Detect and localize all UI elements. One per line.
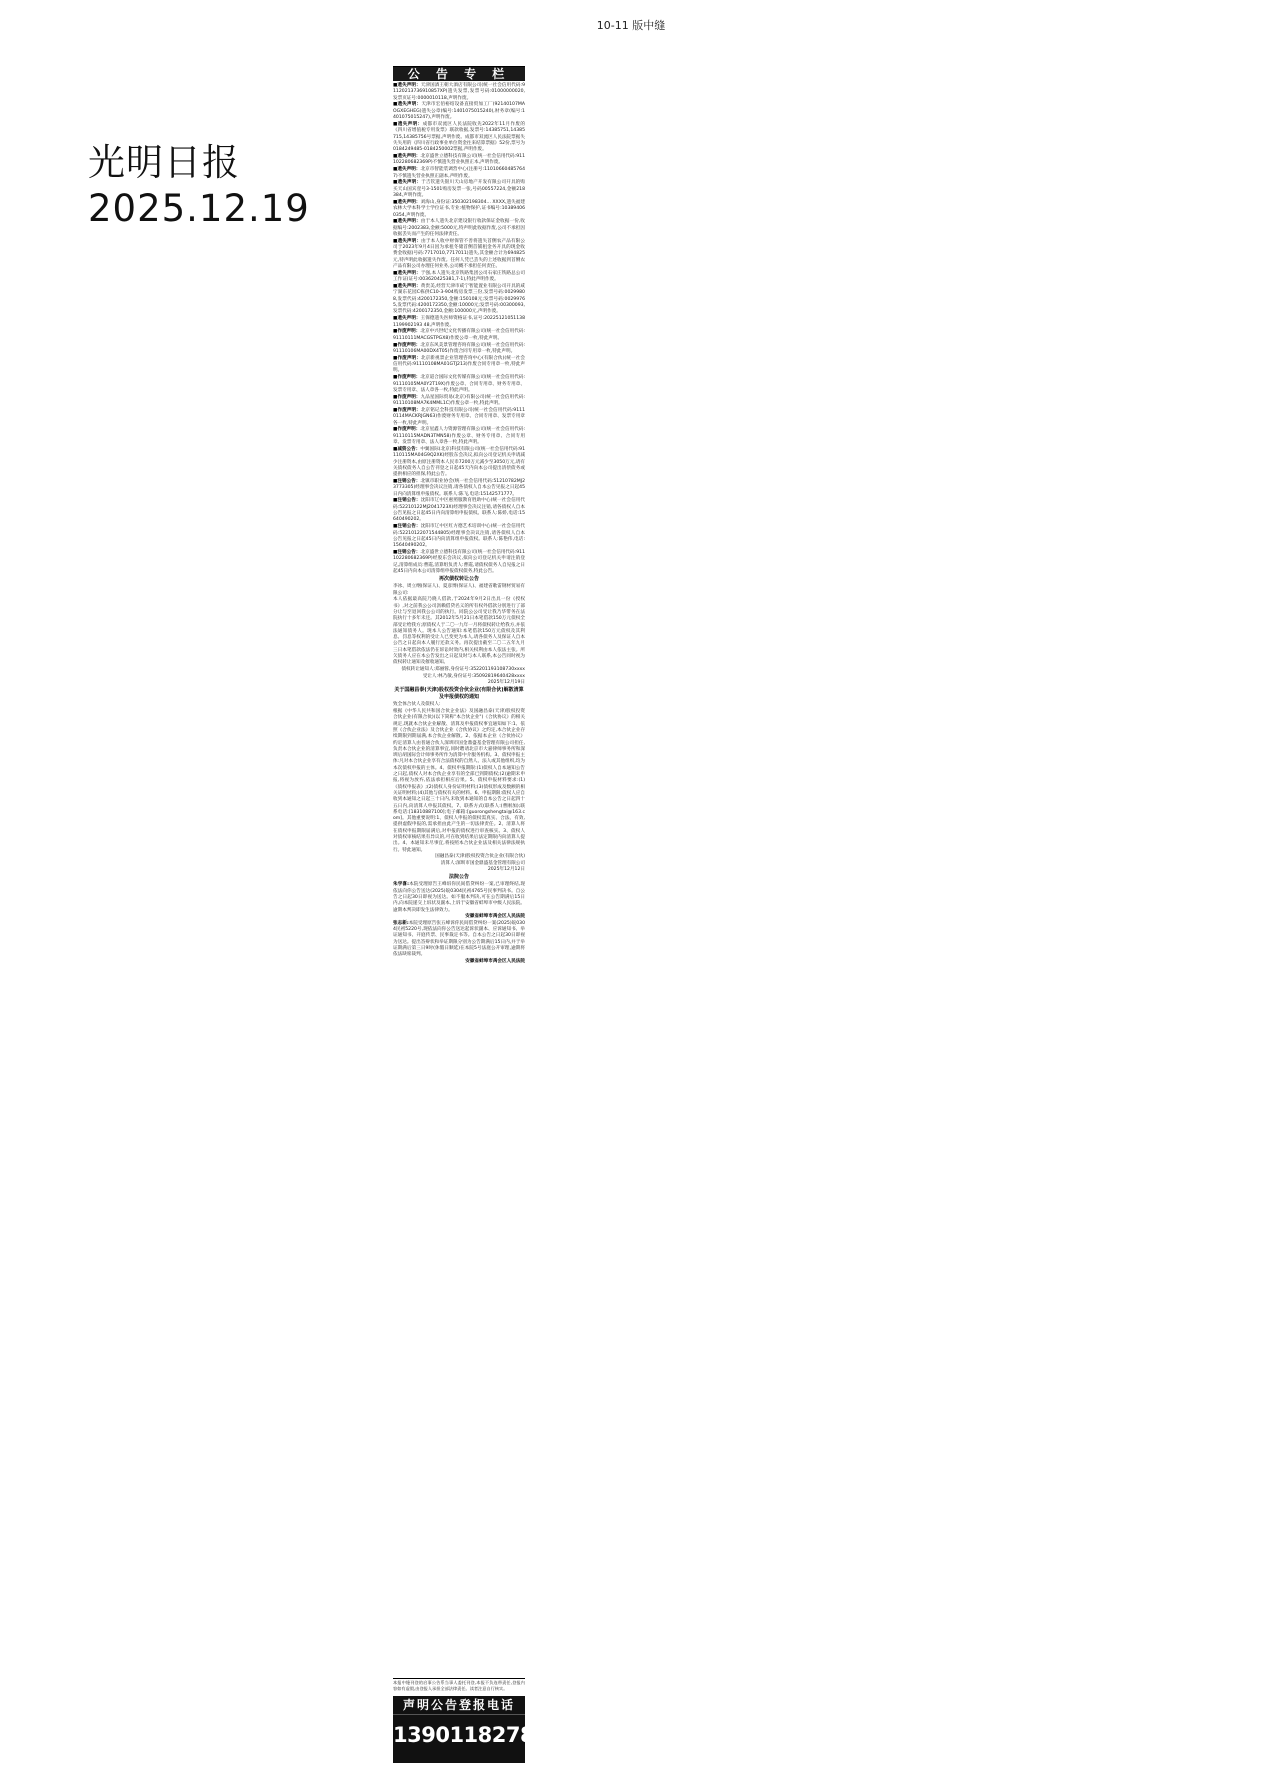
liquidation-sign-2: 2025年12月12日	[487, 867, 525, 873]
assignment-parties: 李冰、周立纲(保证人)、夏彦博(保证人)、福建省歌雷钢材贸易有限公司:	[393, 584, 525, 596]
notice-text: 天津国酒王朝大酒店有限公司(统一社会信用代码:91120213736910857XP)遗失发票,发票号码:01000000020,发票页证号:0000010118,声明作废。	[393, 83, 526, 101]
notice-lead: ■遗失声明：	[393, 167, 421, 173]
notice-item	[393, 375, 525, 394]
notice-lead: ■遗失声明：	[393, 121, 423, 127]
notice-text: 北京铭记全科技有限公司(统一社会信用代码:91110114MACKRJGN63)作废财务专用章、合同专用章、发票专用章各一枚,特此声明。	[393, 407, 525, 426]
notice-text: 由于本人收中财保管不善将遗失首侧农产品有限公司于2023年9月4日因为承租冬储首侧首铺租金务开具的现金收费金收据(号码:7717010,7717011)遗失,其金额合计为694825元,特声明此收据遗失作废。任何人凭已丢失的上述收据到首侧农产品有限公司办理任何业务,公司概不承担任何责任。	[393, 238, 525, 270]
notice-text: 北京星鑫人力资源管理有限公司(统一社会信用代码:91110115MADN3TMN58)作废公章、财务专用章、合同专用章、发票专用章、法人章各一枚,特此声明。	[393, 427, 526, 446]
notice-lead: ■遗失声明：	[393, 83, 421, 88]
notice-item	[393, 356, 525, 375]
notice-item	[393, 316, 525, 329]
assignment-sign-2: 2025年12月19日	[487, 679, 525, 685]
notice-text: 北镇市职业协会(统一社会信用代码:51210782MJ23773305)经理事会决议注销,请各债权人自本公告见报之日起45日内向清算组申报债权。联系人:陈飞,电话:15142571777。	[393, 478, 525, 497]
notice-item	[393, 395, 525, 408]
notice-lead: ■遗失声明：	[393, 270, 421, 276]
notice-text: 九品星国际贸易(北京)有限公司(统一社会信用代码:91110108MA7K4MML1C)作废公章一枚,特此声明。	[393, 394, 525, 407]
notice-item	[393, 154, 525, 167]
newspaper-name: 光明日报	[88, 141, 240, 184]
notice-item	[393, 498, 525, 523]
notices-list	[393, 83, 525, 575]
court-notice-0	[393, 882, 525, 913]
disclaimer: 本报中缝刊登的启事公告系当事人委托刊登,本报不负连带责任,登报内容如有虚假,由登报人承担全部法律责任。读者注意自行核实。	[393, 1680, 525, 1691]
notice-lead: ■遗失声明：	[393, 284, 421, 290]
notice-text: 中翼国际(北京)科技有限公司(统一社会信用代码:91110115MA04G9Q2XK)经股东会决议,拟向公司登记机关申请减少注册资本,由原注册资本人民币7200万元减少至3050万元,请有关债权债务人自公告刊登之日起45天内向本公司提出清偿债务或提供相应的担保,特此公告。	[393, 446, 525, 478]
notice-lead: ■作废声明：	[393, 355, 421, 361]
notice-item	[393, 122, 525, 153]
hotline-label: 声明公告登报电话	[393, 1696, 525, 1715]
liquidation-sign-0: 国融昌泰(天津)股权投资合伙企业(有限合伙)	[435, 854, 525, 860]
notice-item	[393, 343, 525, 356]
page-header: 10-11 版中缝	[596, 19, 666, 32]
notice-text: 北京道合国际文化传媒有限公司(统一社会信用代码:91110105MA0Y2T19X)作废公章、合同专用章、财务专用章、发票专用章、法人章各一枚,特此声明。	[393, 375, 526, 393]
assignment-sign-1: 受让人:林乃敏,身份证号:35092819640428xxxx	[422, 673, 525, 679]
notice-text: 北京东风美景管理咨询有限公司(统一社会信用代码:91110106MA00DX4T05)作废合同专用章一枚,特此声明。	[393, 342, 526, 354]
hotline-number: 13901182789	[393, 1723, 549, 1747]
notice-lead: ■作废声明：	[393, 375, 421, 381]
court-notice-text: 本院受理原告张五峰诉你民间借贷纠纷一案(2025)皖0304民初5220号,现依法向你公告送达起诉状副本、应诉通知书、举证通知书、开庭传票、民事裁定书等。自本公告之日起30日即视为送达。提出答辩状和举证期限分别为公告期满后15日内,并于举证期满后第三日9时(休假日顺延)在本院5号法庭公开审理,逾期将依法缺席裁判。	[393, 920, 526, 958]
notice-text: 刘海山,身份证:350302198304... XXXX,遗失福建农林大学本科学士学位证书,专业:植物保护,证书编号:103894060354,声明作废。	[393, 199, 525, 218]
notice-item	[393, 524, 525, 549]
court-notice-lead: 朱学喜:	[393, 882, 409, 888]
notice-item	[393, 550, 525, 575]
notice-text: 成都市双流区人民法院收先2022年11月作废的《四川省增值税专用发票》联款收据,发票号:14385751,14385715,14385756号票据,声明作废。成都市双流区人民法院票据失失失用的《四川省行政事业单位资金往来结算票据》52份,票号为0184249485-0184250002票据,声明作废。	[393, 121, 525, 153]
notice-text: 北京盛世立德科技有限公司(统一社会信用代码:911102280682369P)经股东会决议,拟向公司登记机关申请注销登记,清算组成员:曹霞,清算组负责人:曹霞,请债权债务人自见报之日起45日内向本公司清算组申报债权债务,特此公告。	[393, 550, 525, 574]
notice-lead: ■注销公告：	[393, 550, 421, 556]
notice-text: 北京新视景企业管理咨询中心(有限合伙)(统一社会信用代码:91110108MA01GTJ213)作废合同专用章一枚,特此声明。	[393, 355, 525, 374]
notice-lead: ■遗失声明：	[393, 219, 421, 225]
notice-lead: ■遗失声明：	[393, 102, 422, 108]
notice-lead: ■作废声明：	[393, 394, 421, 400]
notice-text: 沈阳市辽中区惠照服教育胜助中心(统一社会信用代码:52210122MJ2041723X)经理事会决议注销,请各债权人自本公告见报之日起45日内向清算组申报债权。联系人:陈娇,电话:15640490202。	[393, 498, 525, 523]
assignment-title: 再次债权转让公告	[438, 576, 479, 583]
notice-lead: ■作废声明：	[393, 407, 421, 413]
column-body	[393, 83, 525, 1690]
court-sign-0: 安徽省蚌埠市禹会区人民法院	[465, 914, 525, 920]
court-notice-lead: 张志新:	[393, 920, 409, 926]
liquidation-greeting: 致全体合伙人及债权人:	[393, 702, 441, 708]
notice-item	[393, 408, 525, 427]
liquidation-title: 关于国融昌泰(天津)股权投资合伙企业(有限合伙)解散清算及申报债权的通知	[394, 687, 524, 701]
court-sign-1: 安徽省蚌埠市禹会区人民法院	[465, 959, 525, 965]
notice-text: 王保德遗失医师资格证书,证号:202251210511381199902193 48,声明作废。	[393, 316, 525, 328]
notice-lead: ■遗失声明：	[393, 180, 422, 186]
notice-item	[393, 329, 525, 342]
notice-lead: ■注销公告：	[393, 498, 421, 504]
notice-lead: ■注销公告：	[393, 478, 421, 484]
notice-lead: ■作废声明：	[393, 427, 421, 433]
notice-lead: ■遗失声明：	[393, 238, 422, 244]
notice-text: 黄贵美,经营天津市咸宁智能置业有限公司开具的咸宁湖东花园C栋供C10-3-904购房发票三份,发票号码:00299808,发票代码:4200172350,金额:150108元;发票号码:00299765,发票代码:4200172350,金额:10000元;发票号码:00300093,发票代码:4200172350,金额:100000元,声明作废。	[393, 284, 526, 315]
notice-item	[393, 447, 525, 478]
notice-item	[393, 271, 525, 284]
column-banner: 公 告 专 栏	[393, 66, 525, 81]
assignment-sign-0: 债权转让通知人:郑丽蓉,身份证号:352201193108730xxxx	[401, 667, 525, 673]
notice-item	[393, 427, 525, 446]
notice-lead: ■作废声明：	[393, 342, 421, 348]
notice-text: 于强,本人遗失北京铁路集团公司石家庄铁路总公司工作证(证号:003620425381,7-1),特此声明作废。	[393, 270, 526, 283]
assignment-body: 本人依据最高院乃晓人借款,于2024年9月2日出具一份《授权书》,对之前我公公司沥赖借贷名义的所有权外借款分别进行了部分让与至退回我公公司的执行。同院公公司受让我乃华带务在法院执行十多年未还。其2012年5月21日本笔借款150万元债权全部受让给我方;原债权人于二〇一九年一月将债权转让给我方,并依法通知债务人。现本人公告通知:本笔借款150万元债权及其利息、罚息等权利的受让人已变更为本人,请各债务人及保证人自本公告之日起向本人履行还款义务。再次提出截至二〇二五年九月三日本笔借款依法仍在诉讼时效内,相关权利由本人依法主张。所欠债务人应在本公告发出之日起及时与本人联系,本公告同时视为债权转让通知及催收通知。	[393, 597, 525, 666]
notice-lead: ■减资公告：	[393, 446, 421, 452]
court-title: 法院公告	[448, 874, 469, 881]
court-notice-text: 本院受理原告王峰诉你民间借贷纠纷一案,已审理终结,现依法向你公告送达(2025)皖0304民初4765号民事判决书。自公告之日起30日即视为送达。如不服本判决,可在公告期满后15日内,向本院递交上诉状及副本,上诉于安徽省蚌埠市中级人民法院。逾期本判决即发生法律效力。	[393, 882, 525, 913]
court-notice-1	[393, 921, 525, 959]
notice-text: 沈阳市辽中区红方德艺术培训中心(统一社会信用代码:52210122071544805)经理事会决议注销,请各债权人自本公告见报之日起45日内向清算组申报债权。联系人:陈艳伟,电话:15640490202。	[393, 524, 525, 549]
notice-lead: ■遗失声明：	[393, 199, 421, 205]
notice-item	[393, 479, 525, 498]
notice-item	[393, 284, 525, 315]
notice-text: 北京中兴世纪文化传播有限公司(统一社会信用代码:91110111MACGSTPGX8)作废公章一枚,特此声明。	[393, 329, 526, 341]
issue-date: 2025.12.19	[88, 187, 310, 230]
notice-text: 北京盛世立德科技有限公司(统一社会信用代码:911102280682369P)不慎遗失营业执照正本,声明作废。	[393, 154, 525, 166]
notice-item	[393, 219, 525, 238]
notice-lead: ■遗失声明：	[393, 154, 421, 160]
notice-text: 由于本人遗失北京建设银行收款保证金收据一份,收据编号:2002383,金额:5000元,特声明此收据作废,公司不承担因收据丢失而产生的任何法律责任。	[393, 219, 526, 237]
notice-item	[393, 83, 525, 102]
announcement-column	[393, 66, 549, 1763]
notice-item	[393, 200, 525, 219]
notice-text: 于吉钦遗失银川天山房地产开发有限公司开具的购买天山国宾壹号3-1501购房发票一张,号码00557224,金额218384,声明作废。	[393, 180, 525, 199]
liquidation-body: 根据《中华人民共和国合伙企业法》及国融昌泰(天津)股权投资合伙企业(有限合伙)(以下简称"本合伙企业")《合伙协议》的相关规定,现就本合伙企业解散、清算及申报债权事宜通知如下:1、依照《合伙企业法》及合伙企业《合伙协议》之约定,本合伙企业存续期限到期届满,本合伙企业解散。2、依据本企业《合伙协议》约定清算人由普通合伙人深圳市国金鼎盛基金管理有限公司担任,负责本合伙企业的清算事宜,同时聘请北京市大嘉律师事务所和深圳后胡国际会计师事务所作为清算中介服务机构。3、债权申报主体:凡对本合伙企业享有合法债权的自然人、法人或其他组织,均为本次债权申报的主体。4、债权申报期限:(1)债权人自本通知公告之日起,债权人对本合伙企业享有的全部已到期债权;(2)逾期未申报,将视为放弃,依法承担相应后果。5、债权申报材料要求:(1)《债权申报表》;(2)债权人身份证明材料;(3)债权形成及数额的相关证明材料;(4)其他与债权有关的材料。6、申报期限:债权人应自收到本通知之日起三十日内,未收到本通知的自本公告之日起四十五日内,向清算人申报其债权。7、联系方式(联系人:(曹刚加);联系电话:[18310887100];电子邮箱:[guorongshengtai@163.com]。其他重要说明:1、债权人申报的债权需真实、合法、有效,提供虚假申报的,需承担由此产生的一切法律责任。2、清算人将在债权申报期限届满后,对申报的债权进行审查核实。3、债权人对债权审核结果有异议的,可在收到结果后法定期限内向清算人提出。4、本通知未尽事宜,将按照本合伙企业法及相关法律法规执行。特此通知。	[393, 709, 525, 853]
notice-item	[393, 102, 525, 121]
notice-lead: ■作废声明：	[393, 329, 421, 335]
notice-item	[393, 167, 525, 180]
notice-item	[393, 180, 525, 199]
notice-item	[393, 239, 525, 270]
notice-lead: ■注销公告：	[393, 524, 421, 530]
notice-text: 北京市智能装调营中心(注册号:110106604857647)不慎遗失营业执照正副本,声明作废。	[393, 167, 526, 179]
notice-lead: ■遗失声明：	[393, 316, 421, 322]
notice-text: 天津市宏佰裕绍设备直接贸加工厂(92140107MAOGXEGHEG)遗失公章(编号:1401075015240),财务章(编号:1401075015247),声明作废。	[393, 102, 526, 121]
hotline-box	[393, 1696, 549, 1763]
liquidation-sign-1: 清算人:深圳市国金鼎盛基金管理有限公司	[440, 860, 525, 866]
side-title	[88, 140, 310, 232]
